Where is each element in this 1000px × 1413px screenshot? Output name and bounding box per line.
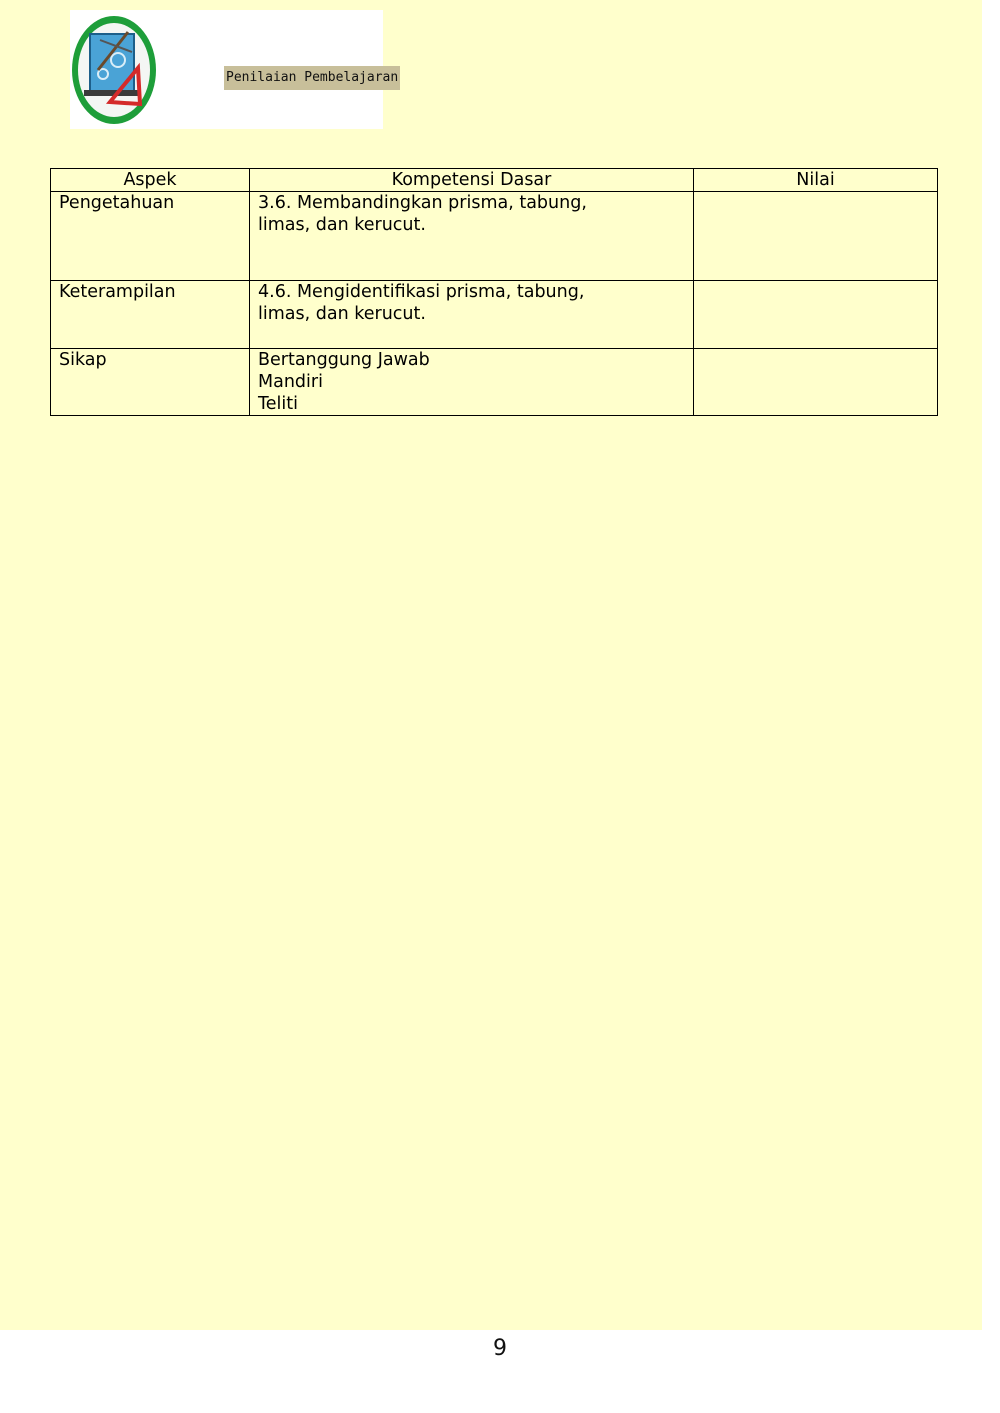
column-header-kompetensi-dasar: Kompetensi Dasar — [250, 169, 694, 192]
kompetensi-line: limas, dan kerucut. — [258, 215, 426, 235]
sikap-item: Mandiri — [258, 372, 323, 392]
column-header-aspek: Aspek — [51, 169, 250, 192]
table-row — [51, 349, 938, 416]
kompetensi-line: 3.6. Membandingkan prisma, tabung, — [258, 193, 587, 213]
table-row — [51, 281, 938, 349]
table-header-row — [51, 169, 938, 192]
kompetensi-line: 4.6. Mengidentifikasi prisma, tabung, — [258, 282, 585, 302]
column-header-nilai: Nilai — [694, 169, 938, 192]
kompetensi-cell — [250, 349, 694, 416]
kompetensi-line: limas, dan kerucut. — [258, 304, 426, 324]
logo-title-text: Penilaian Pembelajaran — [224, 66, 400, 90]
aspek-cell: Keterampilan — [51, 281, 250, 349]
nilai-cell — [694, 349, 938, 416]
page-number: 9 — [493, 1336, 507, 1361]
aspek-cell: Sikap — [51, 349, 250, 416]
sikap-item: Bertanggung Jawab — [258, 350, 430, 370]
sikap-item: Teliti — [258, 394, 298, 414]
kompetensi-cell — [250, 281, 694, 349]
aspek-cell: Pengetahuan — [51, 192, 250, 281]
table-row — [51, 192, 938, 281]
nilai-cell — [694, 192, 938, 281]
assessment-logo — [70, 10, 399, 129]
logo-emblem-icon — [70, 10, 230, 129]
nilai-cell — [694, 281, 938, 349]
assessment-table — [50, 168, 938, 416]
kompetensi-cell — [250, 192, 694, 281]
